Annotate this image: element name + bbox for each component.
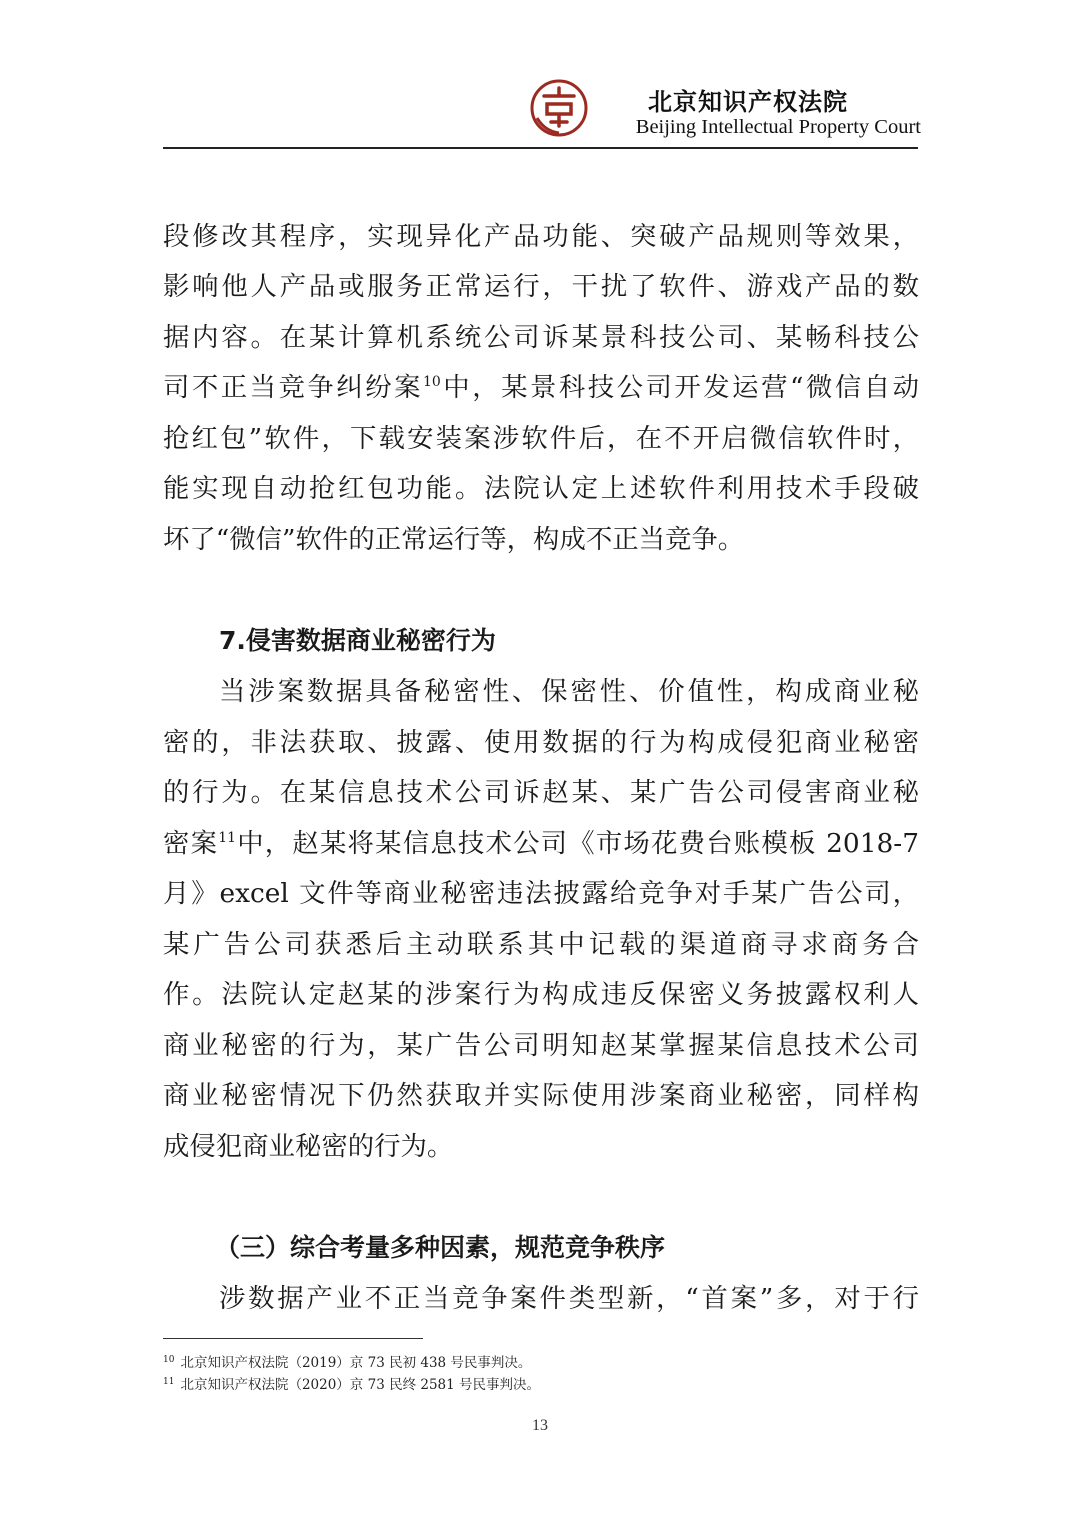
footnote-number: 11 (163, 1376, 175, 1387)
text-segment: 司不正当竞争纠纷案 (163, 372, 423, 403)
section-heading: （三）综合考量多种因素，规范竞争秩序 (215, 1233, 666, 1262)
footnote-divider (163, 1338, 423, 1339)
text-line: 当涉案数据具备秘密性、保密性、价值性，构成商业秘 (219, 676, 919, 707)
text-line: 能实现自动抢红包功能。法院认定上述软件利用技术手段破 (163, 473, 919, 504)
text-line: 的行为。在某信息技术公司诉赵某、某广告公司侵害商业秘 (163, 777, 919, 808)
court-seal-icon (529, 78, 589, 138)
court-name-cn: 北京知识产权法院 (648, 88, 848, 116)
footnote-ref[interactable]: 10 (422, 374, 441, 391)
text-line: 抢红包”软件，下载安装案涉软件后，在不开启微信软件时， (163, 423, 919, 454)
footnote-ref[interactable]: 11 (218, 830, 237, 847)
text-line: 段修改其程序，实现异化产品功能、突破产品规则等效果， (163, 221, 919, 252)
text-line: 据内容。在某计算机系统公司诉某景科技公司、某畅科技公 (163, 322, 919, 353)
footnote-number: 10 (163, 1354, 175, 1365)
page-header (163, 72, 921, 150)
text-segment: 中，某景科技公司开发运营“微信自动 (440, 372, 919, 403)
text-line: 作。法院认定赵某的涉案行为构成违反保密义务披露权利人 (163, 979, 919, 1010)
text-line: 成侵犯商业秘密的行为。 (163, 1131, 454, 1162)
footnote (163, 1351, 531, 1371)
text-line: 影响他人产品或服务正常运行，干扰了软件、游戏产品的数 (163, 271, 919, 302)
text-line (163, 819, 919, 869)
footnote-text: 北京知识产权法院（2020）京 73 民终 2581 号民事判决。 (180, 1377, 541, 1393)
text-line: 坏了“微信”软件的正常运行等，构成不正当竞争。 (163, 524, 745, 555)
court-name-en: Beijing Intellectual Property Court (635, 116, 921, 138)
text-line (163, 363, 919, 413)
section-heading: 7.侵害数据商业秘密行为 (219, 626, 496, 655)
footnote (163, 1373, 540, 1393)
text-line: 商业秘密的行为，某广告公司明知赵某掌握某信息技术公司 (163, 1030, 919, 1061)
text-line: 商业秘密情况下仍然获取并实际使用涉案商业秘密，同样构 (163, 1080, 919, 1111)
footnote-text: 北京知识产权法院（2019）京 73 民初 438 号民事判决。 (180, 1355, 532, 1371)
page-number: 13 (532, 1417, 548, 1434)
text-segment: 密案 (163, 828, 219, 859)
text-line: 某广告公司获悉后主动联系其中记载的渠道商寻求商务合 (163, 929, 919, 960)
text-segment: 中，赵某将某信息技术公司《市场花费台账模板 2018-7 (236, 828, 920, 859)
text-line: 涉数据产业不正当竞争案件类型新，“首案”多，对于行 (219, 1283, 919, 1314)
text-line: 月》excel 文件等商业秘密违法披露给竞争对手某广告公司， (163, 878, 919, 909)
header-divider (163, 147, 918, 149)
text-line: 密的，非法获取、披露、使用数据的行为构成侵犯商业秘密 (163, 727, 919, 758)
